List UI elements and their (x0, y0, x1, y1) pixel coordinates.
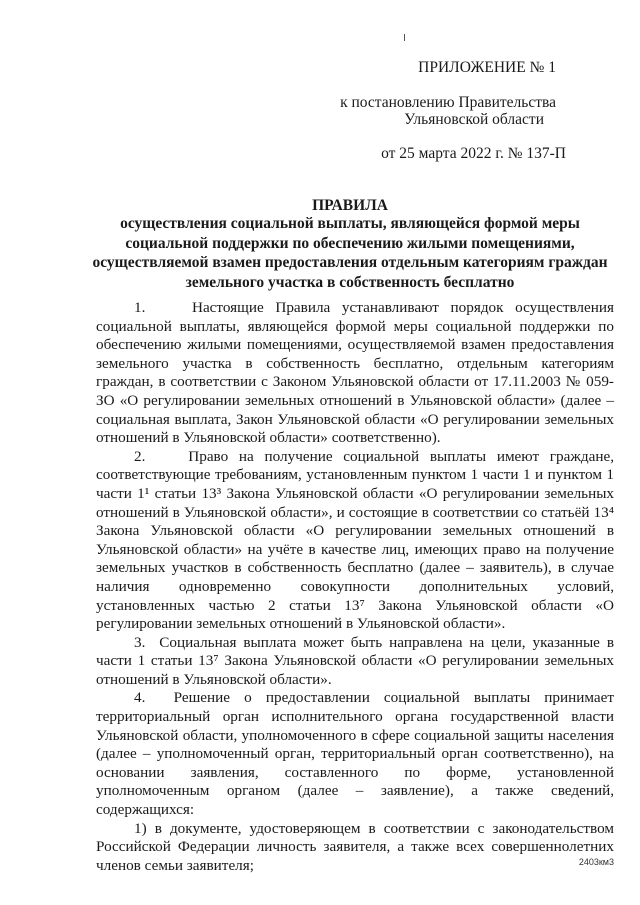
resolution-date-number: от 25 марта 2022 г. № 137-П (381, 145, 566, 162)
paragraph-4: 4. Решение о предоставлении социальной выплаты принимает территориальный орган исполнительного органа государственной власти Ульяновской области, уполномоченного в сфере социальной защиты населения (далее – уполномоченный орган, территориальный орган соответственно), на основании заявления, составленного по форме, установленной уполномоченным органом (далее – заявление), а также сведений, содержащихся: (96, 689, 614, 819)
appendix-label: ПРИЛОЖЕНИЕ № 1 (418, 59, 556, 76)
paragraph-3: 3. Социальная выплата может быть направлена на цели, указанные в части 1 статьи 13⁷ Закона Ульяновской области «О регулировании земельных отношений в Ульяновской области». (96, 633, 614, 688)
document-subtitle: осуществления социальной выплаты, являющейся формой меры социальной поддержки по обеспечению жилыми помещениями, осуществляемой взамен предоставления отдельным категориям граждан земельного участка в собственность бесплатно (92, 215, 608, 291)
document-title: ПРАВИЛА (312, 197, 388, 214)
document-body (96, 299, 614, 875)
paragraph-2: 2. Право на получение социальной выплаты имеют граждане, соответствующие требованиям, установленным пунктом 1 части 1 и пунктом 1 части 1¹ статьи 13³ Закона Ульяновской области «О регулировании земельных отношений в Ульяновской области», и состоящие в соответствии со статьёй 13⁴ Закона Ульяновской области «О регулировании земельных отношений в Ульяновской области» на учёте в качестве лиц, имеющих право на получение земельных участков в собственность бесплатно (далее – заявитель), в случае наличия одновременно совокупности дополнительных условий, установленных частью 2 статьи 13⁷ Закона Ульяновской области «О регулировании земельных отношений в Ульяновской области». (96, 447, 614, 633)
page-footer-code: 2403км3 (578, 857, 614, 867)
paragraph-1: 1. Настоящие Правила устанавливают порядок осуществления социальной выплаты, являющейся формой меры социальной поддержки по обеспечению жилыми помещениями, осуществляемой взамен предоставления земельного участка в собственность бесплатно, отдельным категориям граждан, в соответствии с Законом Ульяновской области от 17.11.2003 № 059-ЗО «О регулировании земельных отношений в Ульяновской области» (далее – социальная выплата, Закон Ульяновской области «О регулировании земельных отношений в Ульяновской области» соответственно). (96, 299, 614, 447)
paragraph-4-item-1: 1) в документе, удостоверяющем в соответствии с законодательством Российской Федерации личность заявителя, а также всех совершеннолетних членов семьи заявителя; (96, 819, 614, 874)
region-name: Ульяновской области (404, 111, 544, 128)
top-margin-mark (404, 34, 405, 41)
resolution-reference: к постановлению Правительства (340, 94, 556, 111)
